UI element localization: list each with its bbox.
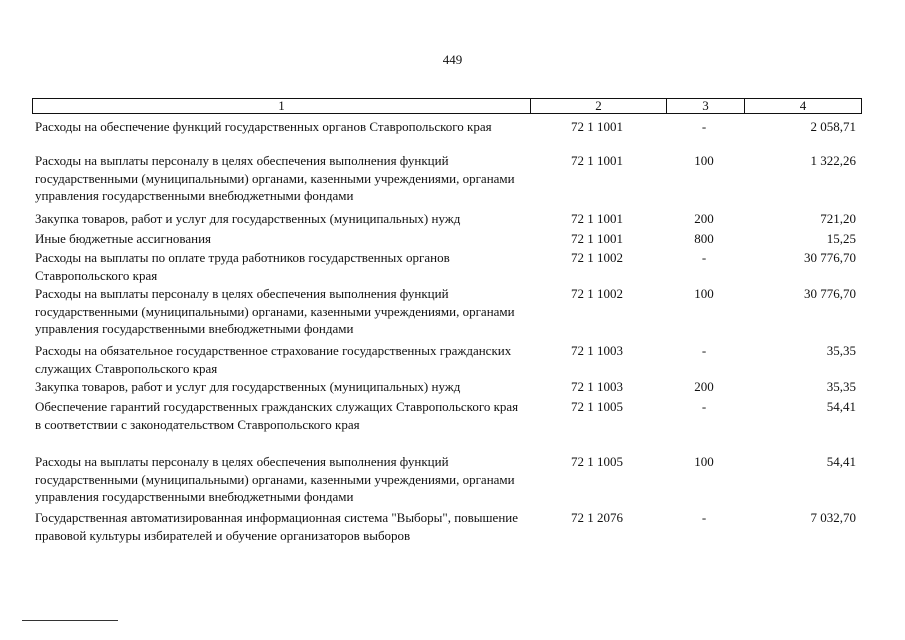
row-name: Закупка товаров, работ и услуг для государственных (муниципальных) нужд [35, 379, 461, 394]
row-amount: 35,35 [826, 379, 856, 394]
row-name: Расходы на выплаты персоналу в целях обеспечения выполнения функций государственными (муниципальными) органами, казенными учреждениями, органами управления государственными внебюджетными фондами [35, 286, 515, 336]
row-type: 100 [694, 153, 714, 168]
row-name: Иные бюджетные ассигнования [35, 231, 212, 246]
table-header-row [32, 98, 862, 114]
row-code: 72 1 1001 [571, 231, 623, 246]
row-name: Государственная автоматизированная информационная система "Выборы", повышение правовой культуры избирателей и обучение организаторов выборов [35, 510, 518, 543]
row-name: Расходы на выплаты персоналу в целях обеспечения выполнения функций государственными (муниципальными) органами, казенными учреждениями, органами управления государственными внебюджетными фондами [35, 153, 515, 203]
row-code: 72 1 1002 [571, 250, 623, 265]
row-amount: 30 776,70 [804, 286, 856, 301]
row-type: 200 [694, 211, 714, 226]
row-name: Расходы на обеспечение функций государственных органов Ставропольского края [35, 119, 492, 134]
row-amount: 15,25 [826, 231, 856, 246]
header-column-3: 3 [666, 99, 744, 113]
footnote-divider [22, 620, 118, 621]
row-code: 72 1 2076 [571, 510, 623, 525]
row-type: 100 [694, 454, 714, 469]
row-type: 800 [694, 231, 714, 246]
row-type: - [701, 250, 707, 265]
row-type: 100 [694, 286, 714, 301]
row-code: 72 1 1005 [571, 399, 623, 414]
header-column-4: 4 [744, 99, 861, 113]
row-amount: 35,35 [826, 343, 856, 358]
row-code: 72 1 1001 [571, 153, 623, 168]
row-name: Обеспечение гарантий государственных гражданских служащих Ставропольского края в соответствии с законодательством Ставропольского края [35, 399, 519, 432]
row-amount: 54,41 [826, 399, 856, 414]
row-code: 72 1 1003 [571, 343, 623, 358]
row-amount: 2 058,71 [810, 119, 856, 134]
row-name: Расходы на выплаты по оплате труда работников государственных органов Ставропольского края [35, 250, 450, 283]
row-name: Закупка товаров, работ и услуг для государственных (муниципальных) нужд [35, 211, 461, 226]
row-type: 200 [694, 379, 714, 394]
row-amount: 721,20 [820, 211, 856, 226]
row-type: - [701, 119, 707, 134]
row-code: 72 1 1001 [571, 211, 623, 226]
header-column-1: 1 [278, 98, 285, 113]
row-type: - [701, 399, 707, 414]
row-code: 72 1 1002 [571, 286, 623, 301]
row-code: 72 1 1005 [571, 454, 623, 469]
row-code: 72 1 1001 [571, 119, 623, 134]
row-type: - [701, 343, 707, 358]
header-column-2: 2 [530, 99, 666, 113]
page-number: 449 [442, 52, 463, 67]
row-amount: 7 032,70 [810, 510, 856, 525]
row-name: Расходы на обязательное государственное страхование государственных гражданских служащих Ставропольского края [35, 343, 512, 376]
row-amount: 1 322,26 [810, 153, 856, 168]
row-amount: 30 776,70 [804, 250, 856, 265]
row-name: Расходы на выплаты персоналу в целях обеспечения выполнения функций государственными (муниципальными) органами, казенными учреждениями, органами управления государственными внебюджетными фондами [35, 454, 515, 504]
row-type: - [701, 510, 707, 525]
row-code: 72 1 1003 [571, 379, 623, 394]
row-amount: 54,41 [826, 454, 856, 469]
